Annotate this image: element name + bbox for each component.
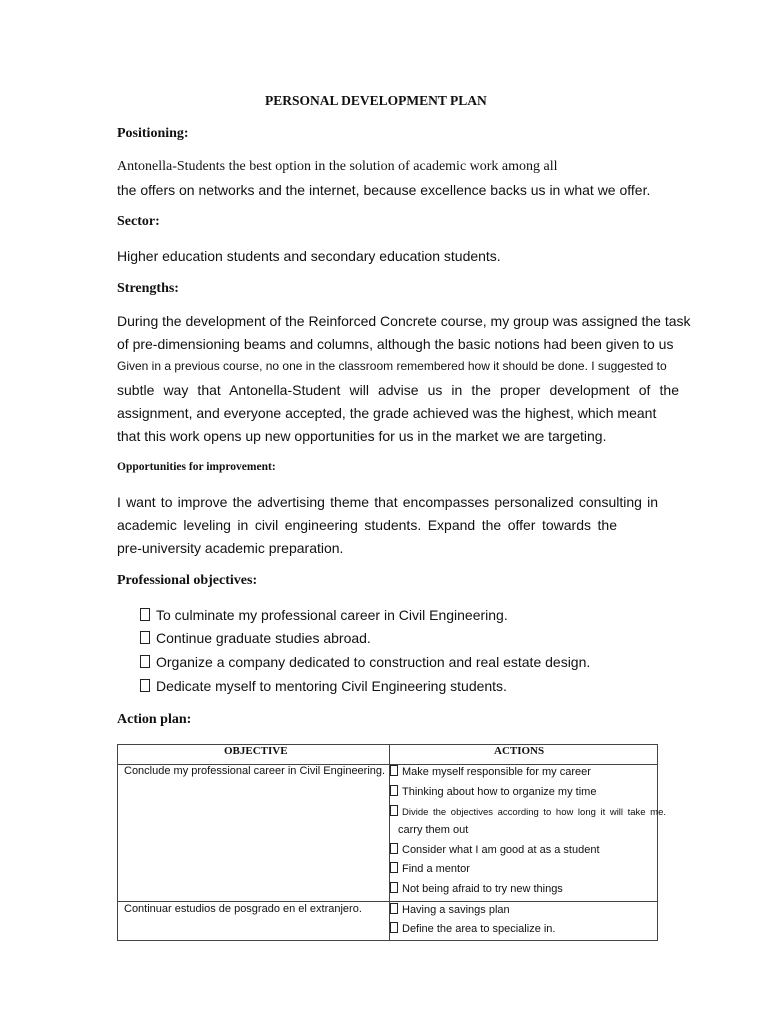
checkbox-icon [390,765,398,776]
objectives-heading: Professional objectives: [117,573,258,588]
positioning-heading: Positioning: [117,126,189,141]
objective-item [140,678,507,694]
positioning-line-2: the offers on networks and the internet, because excellence backs us in what we offer. [117,182,651,198]
action-item [390,765,591,778]
action-item [390,862,470,875]
checkbox-icon [140,655,150,668]
strengths-heading: Strengths: [117,281,179,296]
action-text: Make myself responsible for my career [402,766,591,778]
strengths-line: that this work opens up new opportunities for us in the market we are targeting. [117,428,607,444]
page-title: PERSONAL DEVELOPMENT PLAN [265,93,487,108]
column-header-objective: OBJECTIVE [224,745,288,757]
checkbox-icon [390,805,398,816]
strengths-line: During the development of the Reinforced Concrete course, my group was assigned the task [117,313,691,329]
objective-item [140,630,371,646]
action-plan-heading: Action plan: [117,712,192,727]
action-text: Define the area to specialize in. [402,923,556,935]
checkbox-icon [390,785,398,796]
checkbox-icon [140,631,150,644]
strengths-line: assignment, and everyone accepted, the grade achieved was the highest, which meant [117,405,657,421]
action-item [390,785,596,798]
improvement-line: academic leveling in civil engineering students. Expand the offer towards the [117,517,617,533]
checkbox-icon [140,679,150,692]
checkbox-icon [390,882,398,893]
action-item [390,903,510,916]
objective-cell: Continuar estudios de posgrado en el extranjero. [124,903,362,915]
improvement-line: pre-university academic preparation. [117,540,344,556]
action-item [390,805,666,818]
action-item [390,922,555,935]
objective-item [140,607,508,623]
objective-text: To culminate my professional career in Civil Engineering. [156,607,508,623]
strengths-line: subtle way that Antonella-Student will advise us in the proper development of the [117,382,679,398]
checkbox-icon [390,843,398,854]
improvement-line: I want to improve the advertising theme that encompasses personalized consulting in [117,494,658,510]
strengths-line: of pre-dimensioning beams and columns, although the basic notions had been given to us [117,336,674,352]
objective-cell: Conclude my professional career in Civil Engineering. [124,765,386,777]
checkbox-icon [140,608,150,621]
positioning-line-1: Antonella-Students the best option in the solution of academic work among all [117,159,558,174]
action-item [390,882,563,895]
action-text: Divide the objectives according to how long it will take me. [402,807,666,818]
checkbox-icon [390,903,398,914]
sector-text: Higher education students and secondary education students. [117,248,501,264]
action-plan-table [117,744,666,941]
objective-text: Dedicate myself to mentoring Civil Engineering students. [156,678,507,694]
action-text: Having a savings plan [402,904,510,916]
checkbox-icon [390,922,398,933]
objective-text: Continue graduate studies abroad. [156,630,371,646]
table-divider [118,901,657,902]
improvement-heading: Opportunities for improvement: [117,461,276,473]
sector-heading: Sector: [117,214,160,229]
action-item [390,843,600,856]
action-text: Consider what I am good at as a student [402,844,600,856]
objective-item [140,654,590,670]
action-text: Thinking about how to organize my time [402,786,597,798]
action-text: Find a mentor [402,863,470,875]
column-header-actions: ACTIONS [494,745,545,757]
strengths-line: Given in a previous course, no one in the classroom remembered how it should be done. I suggested to [117,359,667,373]
checkbox-icon [390,862,398,873]
objective-text: Organize a company dedicated to construction and real estate design. [156,654,591,670]
action-item-continuation: carry them out [398,824,469,836]
action-text: Not being afraid to try new things [402,883,563,895]
